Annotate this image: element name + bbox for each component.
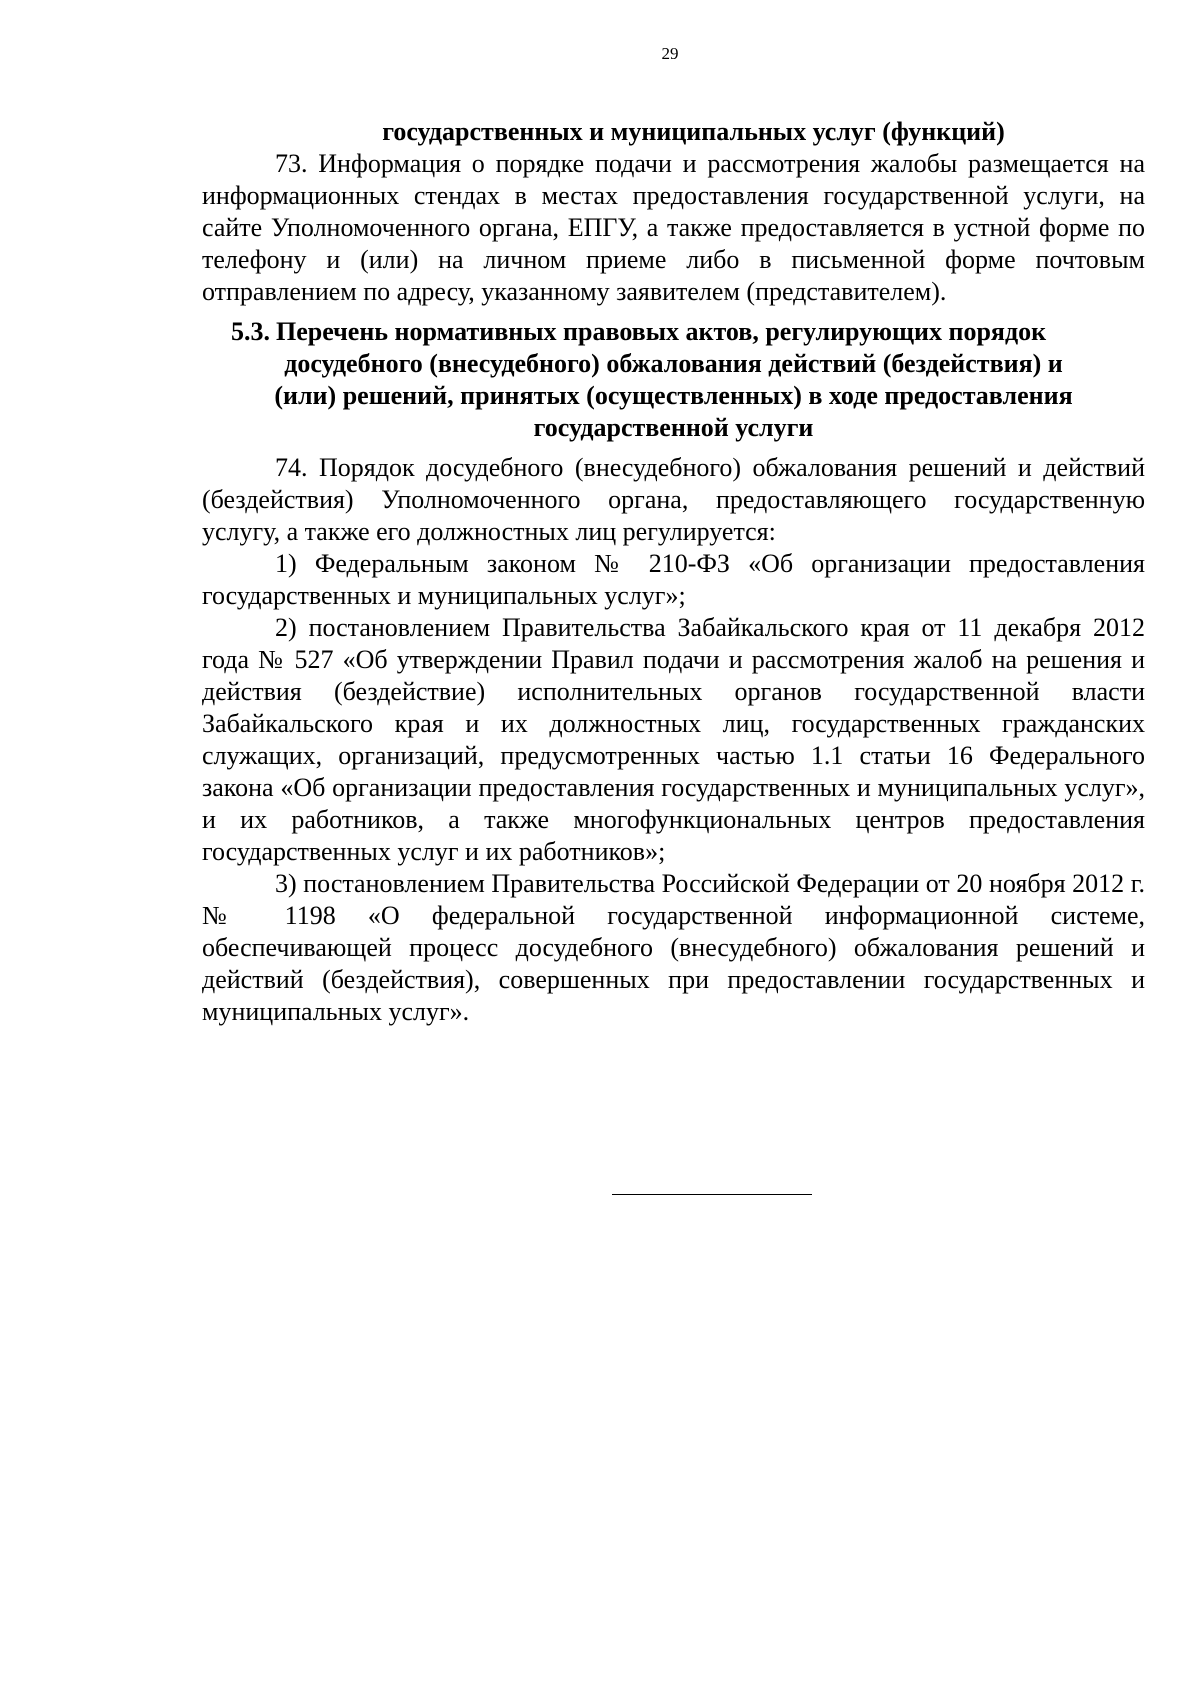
list-item-3: 3) постановлением Правительства Российской Федерации от 20 ноября 2012 г. № 1198 «О федеральной государственной информационной системе, обеспечивающей процесс досудебного (внесудебного) обжалования решений и действий (бездействия), совершенных при предоставлении государственных и муниципальных услуг». xyxy=(202,869,1145,1026)
end-divider-line xyxy=(612,1194,812,1195)
section-title-line-1: Перечень нормативных правовых актов, регулирующих порядок xyxy=(276,317,1047,346)
continued-heading: государственных и муниципальных услуг (функций) xyxy=(382,117,1005,146)
paragraph-73: 73. Информация о порядке подачи и рассмотрения жалобы размещается на информационных стендах в местах предоставления государственной услуги, на сайте Уполномоченного органа, ЕПГУ, а также предоставляется в устной форме по телефону и (или) на личном приеме либо в письменной форме почтовым отправлением по адресу, указанному заявителем (представителем). xyxy=(202,149,1145,306)
section-title-line-3: (или) решений, принятых (осуществленных) в ходе предоставления xyxy=(274,381,1073,410)
list-item-1: 1) Федеральным законом № 210-ФЗ «Об организации предоставления государственных и муниципальных услуг»; xyxy=(202,549,1145,610)
list-item-2: 2) постановлением Правительства Забайкальского края от 11 декабря 2012 года № 527 «Об утверждении Правил подачи и рассмотрения жалоб на решения и действия (бездействие) исполнительных органов государственной власти Забайкальского края и их должностных лиц, государственных гражданских служащих, организаций, предусмотренных частью 1.1 статьи 16 Федерального закона «Об организации предоставления государственных и муниципальных услуг», и их работников, а также многофункциональных центров предоставления государственных услуг и их работников»; xyxy=(202,613,1145,866)
section-heading-line-1 xyxy=(202,316,1145,348)
section-title-line-2: досудебного (внесудебного) обжалования действий (бездействия) и xyxy=(284,349,1063,378)
section-heading-5-3 xyxy=(202,316,1145,444)
paragraph-74: 74. Порядок досудебного (внесудебного) обжалования решений и действий (бездействия) Уполномоченного органа, предоставляющего государственную услугу, а также его должностных лиц регулируется: xyxy=(202,453,1145,546)
document-body xyxy=(202,116,1145,1028)
section-number: 5.3. xyxy=(231,317,270,346)
section-title-line-4: государственной услуги xyxy=(533,413,814,442)
page-number: 29 xyxy=(661,44,679,63)
